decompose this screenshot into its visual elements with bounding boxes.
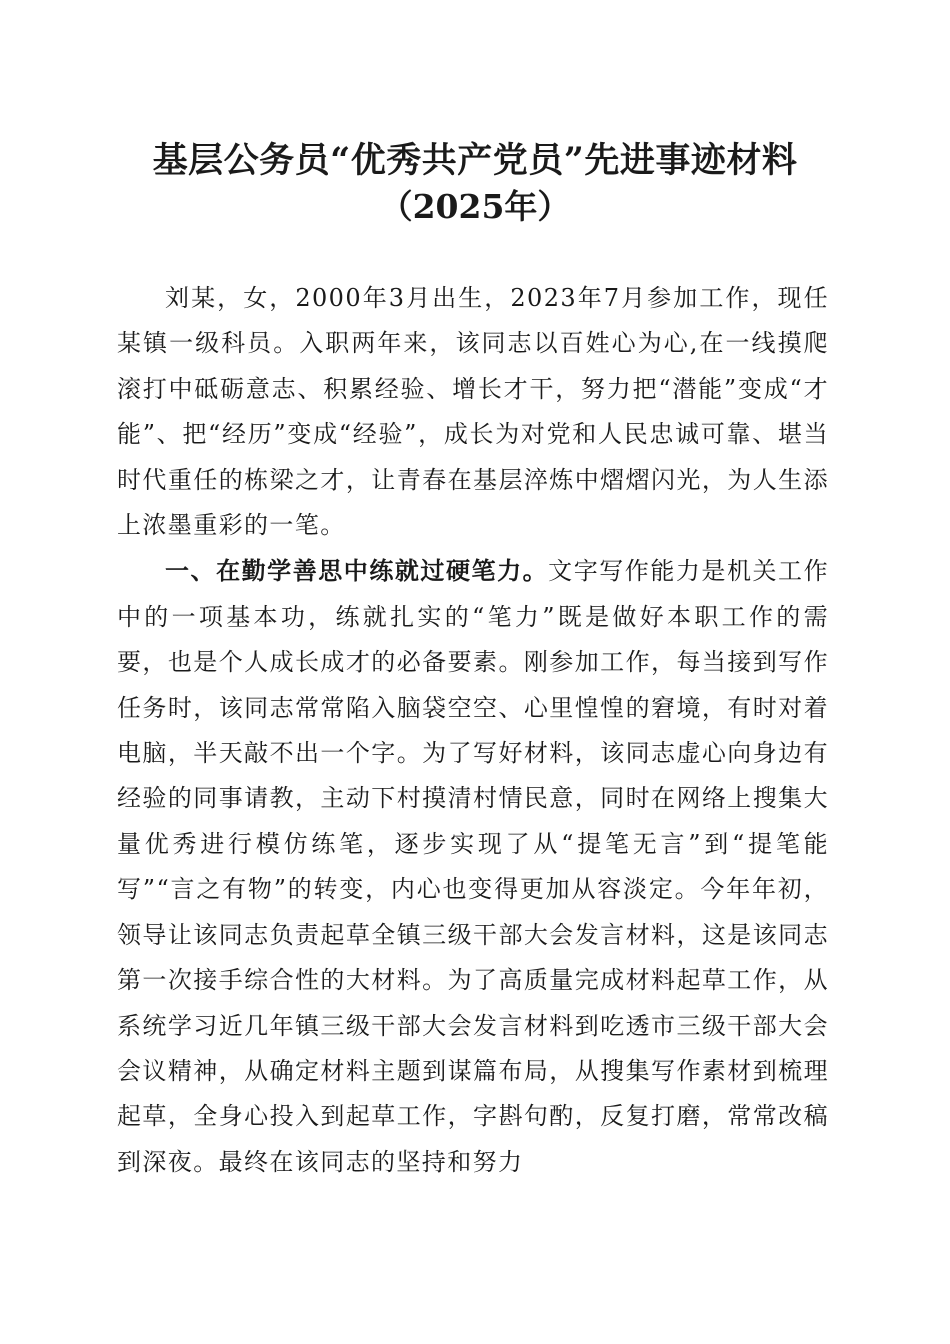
paragraph-text: 文字写作能力是机关工作中的一项基本功，练就扎实的“笔力”既是做好本职工作的需要，也是个人成长成才的必备要素。刚参加工作，每当接到写作任务时，该同志常常陷入脑袋空空、心里惶惶的窘境，有时对着电脑，半天敲不出一个字。为了写好材料，该同志虚心向身边有经验的同事请教，主动下村摸清村情民意，同时在网络上搜集大量优秀进行模仿练笔，逐步实现了从“提笔无言”到“提笔能写”“言之有物”的转变，内心也变得更加从容淡定。今年年初，领导让该同志负责起草全镇三级干部大会发言材料，这是该同志第一次接手综合性的大材料。为了高质量完成材料起草工作，从系统学习近几年镇三级干部大会发言材料到吃透市三级干部大会会议精神，从确定材料主题到谋篇布局，从搜集写作素材到梳理起草，全身心投入到起草工作，字斟句酌，反复打磨，常常改稿到深夜。最终在该同志的坚持和努力 (117, 557, 829, 1176)
document-title: 基层公务员“优秀共产党员”先进事迹材料 (152, 140, 798, 181)
section-heading: 一、在勤学善思中练就过硬笔力。 (165, 556, 549, 586)
paragraph-text: 刘某，女，2000年3月出生，2023年7月参加工作，现任某镇一级科员。入职两年来，该同志以百姓心为心,在一线摸爬滚打中砥砺意志、积累经验、增长才干，努力把“潜能”变成“才能”、把“经历”变成“经验”，成长为对党和人民忠诚可靠、堪当时代重任的栋梁之才，让青春在基层淬炼中熠熠闪光，为人生添上浓墨重彩的一笔。 (117, 284, 829, 540)
document-body (117, 276, 829, 1185)
paragraph-intro (117, 276, 829, 548)
title-block (110, 138, 840, 230)
document-subtitle: （2025年） (379, 187, 571, 226)
paragraph-section-1 (117, 548, 829, 1185)
